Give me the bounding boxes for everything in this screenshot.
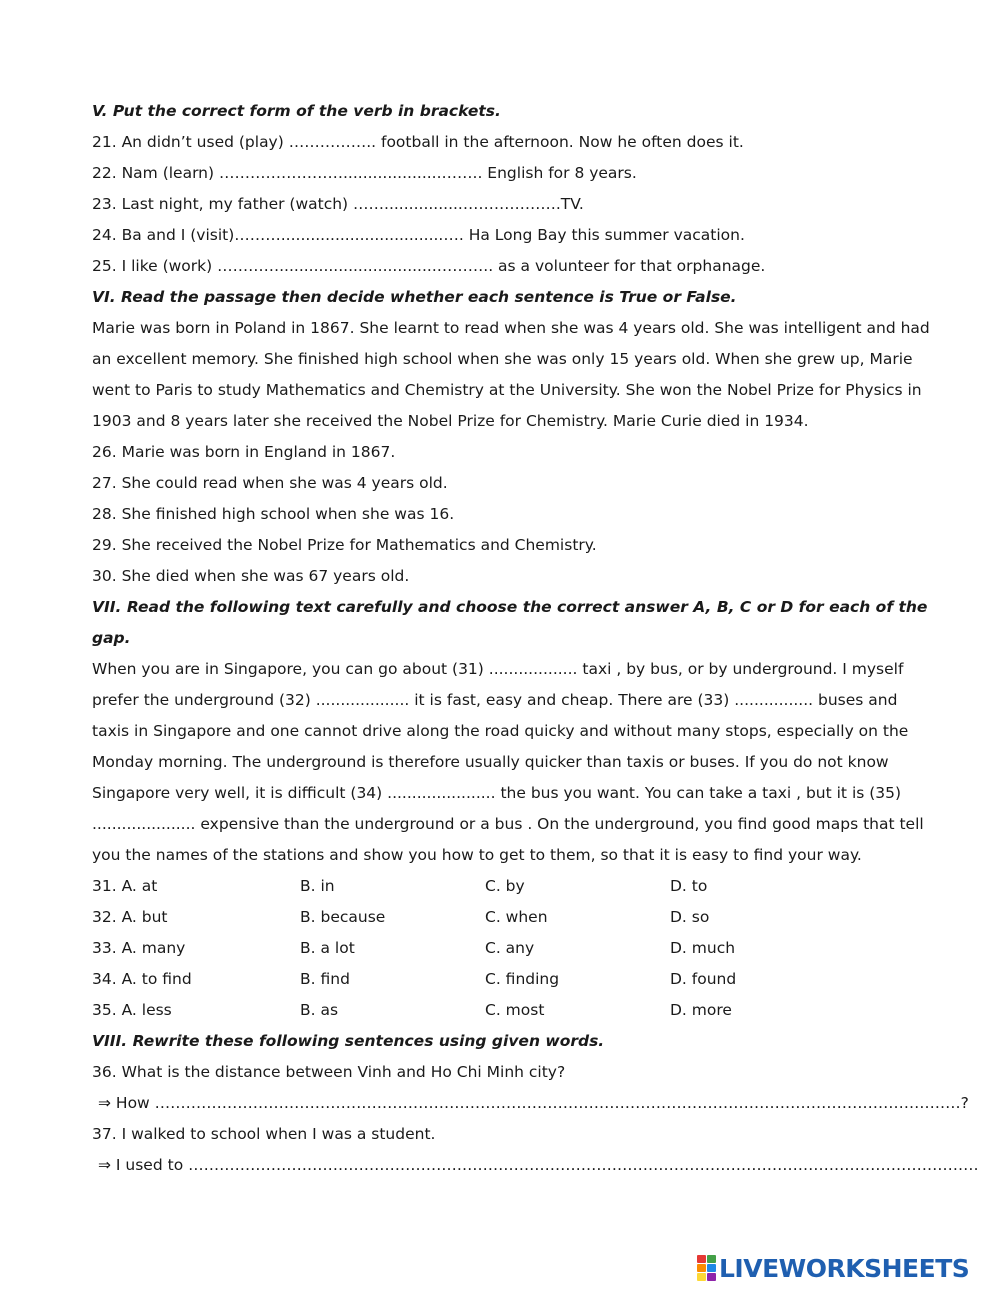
question-32-options <box>92 902 932 933</box>
answer-36-line[interactable]: ⇒ How …………………………………………………………………………………………………………………………………………? <box>98 1094 969 1112</box>
question-31-options <box>92 871 932 902</box>
passage-line: When you are in Singapore, you can go about (31) .................. taxi , by bus, or by underground. I myself <box>92 660 904 678</box>
option-b: B. as <box>300 1001 339 1019</box>
question-36: 36. What is the distance between Vinh and Ho Chi Minh city? <box>92 1063 566 1081</box>
logo-block <box>697 1273 706 1281</box>
passage-line: an excellent memory. She finished high school when she was only 15 years old. When she grew up, Marie <box>92 350 913 368</box>
option-a: 33. A. many <box>92 939 186 957</box>
option-d: D. to <box>670 877 708 895</box>
question-37: 37. I walked to school when I was a student. <box>92 1125 436 1143</box>
passage-line: ..................... expensive than the underground or a bus . On the underground, you find good maps that tell <box>92 815 924 833</box>
liveworksheets-logo <box>697 1252 969 1284</box>
logo-block <box>697 1264 706 1272</box>
section-6-heading: VI. Read the passage then decide whether each sentence is True or False. <box>92 288 737 306</box>
logo-block <box>707 1264 716 1272</box>
section-7-heading-cont: gap. <box>92 629 131 647</box>
passage-line: 1903 and 8 years later she received the Nobel Prize for Chemistry. Marie Curie died in 1934. <box>92 412 809 430</box>
logo-block <box>697 1255 706 1263</box>
passage-line: you the names of the stations and show you how to get to them, so that it is easy to find your way. <box>92 846 862 864</box>
section-8-heading: VIII. Rewrite these following sentences using given words. <box>92 1032 605 1050</box>
option-c: C. by <box>485 877 525 895</box>
logo-blocks-icon <box>697 1255 716 1281</box>
option-b: B. in <box>300 877 335 895</box>
passage-line: went to Paris to study Mathematics and Chemistry at the University. She won the Nobel Prize for Physics in <box>92 381 922 399</box>
passage-line: Singapore very well, it is difficult (34) ...................... the bus you want. You can take a taxi , but it is (35) <box>92 784 902 802</box>
question-29: 29. She received the Nobel Prize for Mathematics and Chemistry. <box>92 536 597 554</box>
question-30: 30. She died when she was 67 years old. <box>92 567 410 585</box>
logo-block <box>707 1273 716 1281</box>
question-24: 24. Ba and I (visit)……….................................…. Ha Long Bay this summer vacation. <box>92 226 745 244</box>
question-26: 26. Marie was born in England in 1867. <box>92 443 396 461</box>
option-c: C. most <box>485 1001 545 1019</box>
question-27: 27. She could read when she was 4 years old. <box>92 474 448 492</box>
option-c: C. finding <box>485 970 560 988</box>
section-5-heading: V. Put the correct form of the verb in brackets. <box>92 102 501 120</box>
brand-name: LIVEWORKSHEETS <box>719 1253 970 1283</box>
question-34-options <box>92 964 932 995</box>
option-c: C. when <box>485 908 548 926</box>
worksheet-page <box>92 96 979 1181</box>
question-28: 28. She finished high school when she was 16. <box>92 505 455 523</box>
option-c: C. any <box>485 939 535 957</box>
option-d: D. found <box>670 970 737 988</box>
logo-block <box>707 1255 716 1263</box>
option-d: D. more <box>670 1001 732 1019</box>
option-a: 32. A. but <box>92 908 168 926</box>
option-d: D. so <box>670 908 710 926</box>
question-22: 22. Nam (learn) ……………………....................…….. English for 8 years. <box>92 164 637 182</box>
passage-line: Marie was born in Poland in 1867. She learnt to read when she was 4 years old. She was intelligent and had <box>92 319 930 337</box>
option-d: D. much <box>670 939 736 957</box>
option-a: 35. A. less <box>92 1001 172 1019</box>
passage-line: Monday morning. The underground is therefore usually quicker than taxis or buses. If you do not know <box>92 753 889 771</box>
question-33-options <box>92 933 932 964</box>
option-a: 31. A. at <box>92 877 158 895</box>
question-25: 25. I like (work) …………................................……….. as a volunteer for that orphanage. <box>92 257 766 275</box>
option-b: B. because <box>300 908 386 926</box>
question-21: 21. An didn’t used (play) …………….. football in the afternoon. Now he often does it. <box>92 133 744 151</box>
option-a: 34. A. to find <box>92 970 192 988</box>
passage-line: prefer the underground (32) ................... it is fast, easy and cheap. There are (33) ................ buses and <box>92 691 898 709</box>
answer-37-line[interactable]: ⇒ I used to ……………………………………………………………………………………………………………………………………… <box>98 1156 979 1174</box>
option-b: B. find <box>300 970 350 988</box>
passage-line: taxis in Singapore and one cannot drive along the road quicky and without many stops, especially on the <box>92 722 909 740</box>
option-b: B. a lot <box>300 939 355 957</box>
question-35-options <box>92 995 932 1026</box>
section-7-heading: VII. Read the following text carefully and choose the correct answer A, B, C or D for each of the <box>92 598 928 616</box>
question-23: 23. Last night, my father (watch) ……................……………….TV. <box>92 195 584 213</box>
